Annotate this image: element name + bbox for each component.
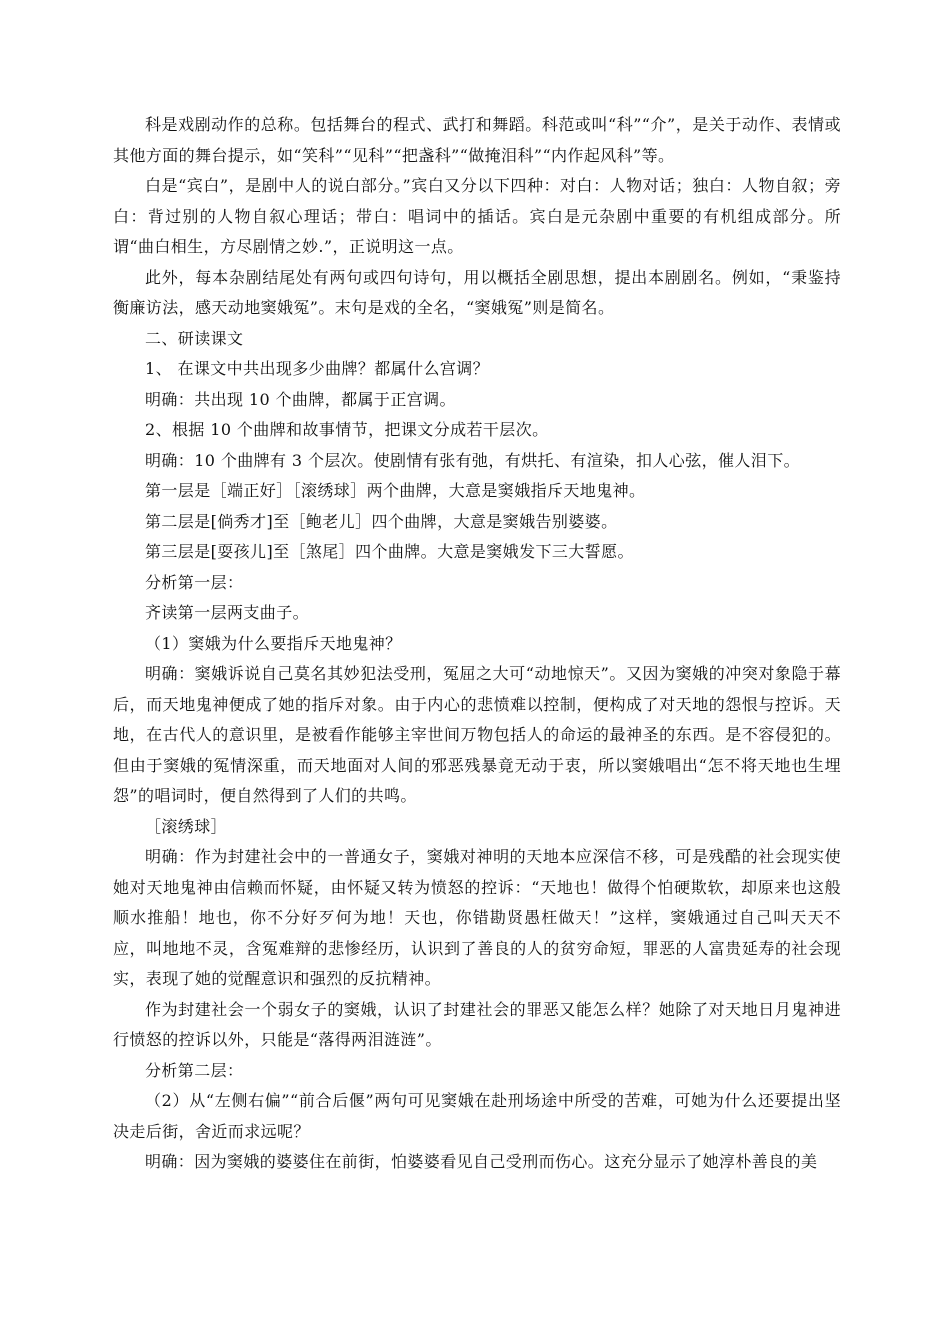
analysis-layer-2-heading: 分析第二层： bbox=[145, 1060, 244, 1080]
answer-1: 明确：共出现 10 个曲牌，都属于正宫调。 bbox=[145, 389, 456, 409]
document-body bbox=[113, 110, 841, 1178]
paragraph-weak-woman: 作为封建社会一个弱女子的窦娥，认识了封建社会的罪恶又能怎么样？她除了对天地日月鬼神进行愤怒的控诉以外，只能是“落得两泪涟涟”。 bbox=[113, 999, 841, 1049]
sub-answer-2: 明确：因为窦娥的婆婆住在前街，怕婆婆看见自己受刑而伤心。这充分显示了她淳朴善良的美 bbox=[145, 1152, 818, 1171]
gunxiuqiu-answer: 明确：作为封建社会中的一普通女子，窦娥对神明的天地本应深信不移，可是残酷的社会现实使她对天地鬼神由信赖而怀疑，由怀疑又转为愤怒的控诉：“天地也！做得个怕硬欺软，却原来也这般顺水推船！地也，你不分好歹何为地！天也，你错勘贤愚枉做天！”这样，窦娥通过自己叫天天不应，叫地地不灵，含冤难辩的悲惨经历，认识到了善良的人的贫穷命短，罪恶的人富贵延寿的社会现实，表现了她的觉醒意识和强烈的反抗精神。 bbox=[113, 847, 841, 988]
question-2: 2、根据 10 个曲牌和故事情节，把课文分成若干层次。 bbox=[145, 420, 549, 439]
layer-3: 第三层是[耍孩儿]至［煞尾］四个曲牌。大意是窦娥发下三大誓愿。 bbox=[145, 542, 634, 561]
read-aloud-instruction: 齐读第一层两支曲子。 bbox=[145, 603, 310, 622]
analysis-layer-1-heading: 分析第一层： bbox=[145, 572, 244, 592]
paragraph-ke: 科是戏剧动作的总称。包括舞台的程式、武打和舞蹈。科范或叫“科”“介”，是关于动作、表情或其他方面的舞台提示，如“笑科”“见科”“把盏科”“做掩泪科”“内作起风科”等。 bbox=[113, 115, 841, 165]
layer-2: 第二层是[倘秀才]至［鲍老儿］四个曲牌，大意是窦娥告别婆婆。 bbox=[145, 511, 618, 531]
qupai-gunxiuqiu: ［滚绣球］ bbox=[145, 816, 228, 836]
sub-question-2: （2）从“左侧右偏”“前合后偃”两句可见窦娥在赴刑场途中所受的苦难，可她为什么还要提出坚决走后街，舍近而求远呢？ bbox=[113, 1091, 841, 1141]
question-1: 1、 在课文中共出现多少曲牌？都属什么宫调？ bbox=[145, 359, 490, 378]
layer-1: 第一层是［端正好］［滚绣球］两个曲牌，大意是窦娥指斥天地鬼神。 bbox=[145, 481, 646, 500]
section-heading-study: 二、研读课文 bbox=[145, 328, 244, 348]
sub-question-1: （1）窦娥为什么要指斥天地鬼神？ bbox=[145, 633, 402, 653]
paragraph-bai: 白是“宾白”，是剧中人的说白部分。”宾白又分以下四种：对白：人物对话；独白：人物自叙；旁白：背过别的人物自叙心理话；带白：唱词中的插话。宾白是元杂剧中重要的有机组成部分。所谓“曲白相生，方尽剧情之妙.”，正说明这一点。 bbox=[113, 176, 841, 256]
sub-answer-1: 明确：窦娥诉说自己莫名其妙犯法受刑，冤屈之大可“动地惊天”。又因为窦娥的冲突对象隐于幕后，而天地鬼神便成了她的指斥对象。由于内心的悲愤难以控制，便构成了对天地的怨恨与控诉。天地，在古代人的意识里，是被看作能够主宰世间万物包括人的命运的最神圣的东西。是不容侵犯的。但由于窦娥的冤情深重，而天地面对人间的邪恶残暴竟无动于衷，所以窦娥唱出“怎不将天地也生埋怨”的唱词时，便自然得到了人们的共鸣。 bbox=[113, 664, 841, 805]
answer-2: 明确：10 个曲牌有 3 个层次。使剧情有张有弛，有烘托、有渲染，扣人心弦，催人泪下。 bbox=[145, 450, 800, 470]
paragraph-ending-poem: 此外，每本杂剧结尾处有两句或四句诗句，用以概括全剧思想，提出本剧剧名。例如，“秉鉴持衡廉访法，感天动地窦娥冤”。末句是戏的全名，“窦娥冤”则是简名。 bbox=[113, 267, 841, 317]
